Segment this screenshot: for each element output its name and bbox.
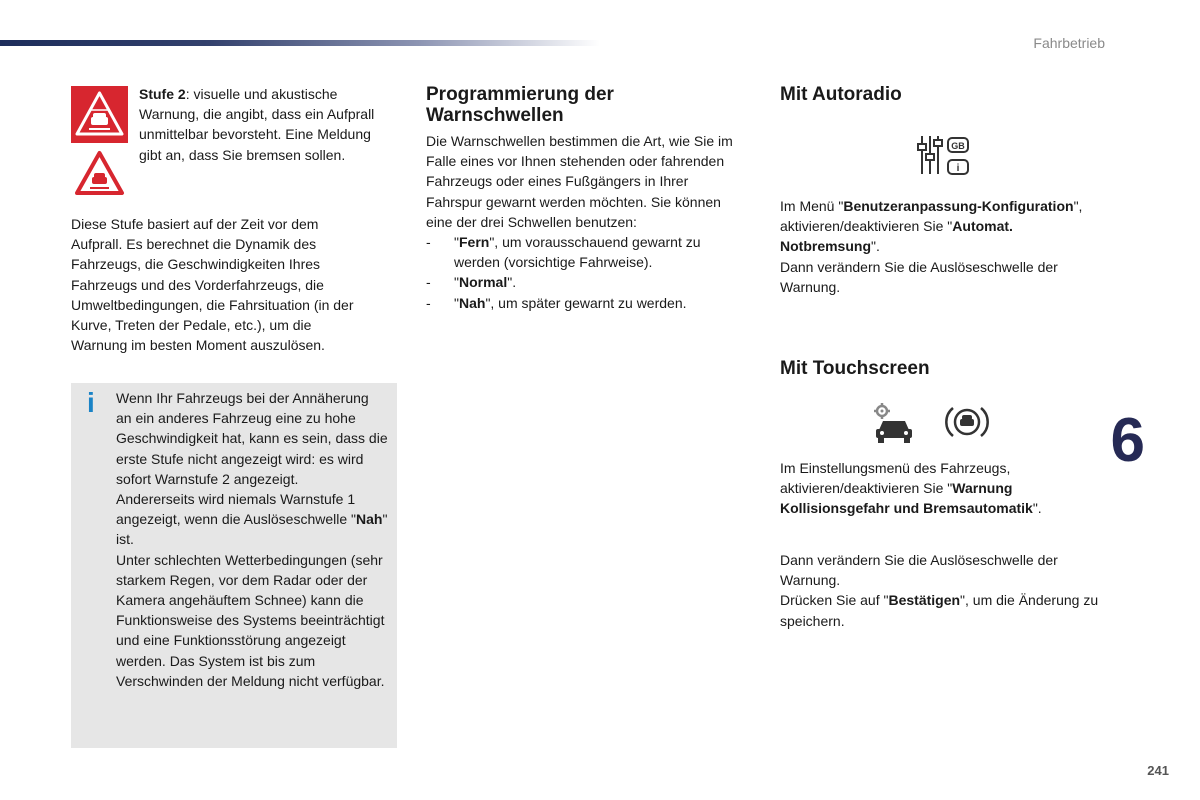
auto-brake-icon [944, 402, 990, 442]
stufe-description: Diese Stufe basiert auf der Zeit vor dem Aufprall. Es berechnet die Dynamik des Fahrzeugs, die Geschwindigkeiten Ihres Fahrzeugs und des Vorderfahrzeugs, die Umweltbedingungen, die Fahrsituation (in der Kurve, Treten der Pedale, etc.), um die Warnung im besten Moment auszulösen. [71, 216, 354, 354]
stufe2-text: Stufe 2: visuelle und akustische Warnung, die angibt, dass ein Aufprall unmittelbar bevorsteht. Eine Meldung gibt an, dass Sie bremsen sollen. [139, 86, 375, 163]
list-item: - "Fern", um vorausschauend gewarnt zu werden (vorsichtige Fahrweise). [426, 232, 746, 272]
touchscreen-confirm-text: Dann verändern Sie die Auslöseschwelle der Warnung. Drücken Sie auf "Bestätigen", um die Änderung zu speichern. [780, 552, 1099, 629]
threshold-list [426, 232, 746, 313]
programmierung-heading: Programmierung der Warnschwellen [426, 84, 614, 126]
list-item: - "Nah", um später gewarnt zu werden. [426, 293, 746, 313]
radio-icon-label-i: i [956, 163, 960, 174]
touchscreen-heading: Mit Touchscreen [780, 358, 930, 379]
section-title: Fahrbetrieb [1033, 35, 1105, 51]
collision-warning-outline-icon [71, 149, 128, 197]
radio-settings-icon [916, 132, 972, 178]
info-text: Wenn Ihr Fahrzeugs bei der Annäherung an ein anderes Fahrzeug eine zu hohe Geschwindigkeit hat, kann es sein, dass die erste Stufe nicht angezeigt wird: es wird sofort Warnstufe 2 angezeigt. Andererseits wird niemals Warnstufe 1 angezeigt, wenn die Auslöseschwelle "Nah" ist. Unter schlechten Wetterbedingungen (sehr starkem Regen, vor dem Radar oder der Kamera angehäuftem Schnee) kann die Funktionsweise des Systems beeinträchtigt und eine Funktionsstörung angezeigt werden. Das System ist bis zum Verschwinden der Meldung nicht verfügbar. [116, 390, 388, 689]
autoradio-heading: Mit Autoradio [780, 84, 902, 105]
radio-icon-label-gb: GB [951, 141, 965, 151]
page-number: 241 [1147, 763, 1169, 778]
header-gradient-bar [0, 40, 600, 46]
chapter-number: 6 [1110, 406, 1145, 475]
autoradio-text: Im Menü "Benutzeranpassung-Konfiguration", aktivieren/deaktivieren Sie "Automat. Notbremsung". Dann verändern Sie die Auslöseschwelle der Warnung. [780, 198, 1083, 295]
list-item: - "Normal". [426, 272, 746, 292]
info-box [71, 383, 397, 748]
info-icon: i [87, 387, 95, 418]
car-settings-icon [872, 402, 916, 444]
touchscreen-text: Im Einstellungsmenü des Fahrzeugs, aktivieren/deaktivieren Sie "Warnung Kollisionsgefahr und Bremsautomatik". [780, 460, 1042, 517]
collision-warning-filled-icon [71, 86, 128, 143]
programmierung-text: Die Warnschwellen bestimmen die Art, wie Sie im Falle eines vor Ihnen stehenden oder fahrenden Fahrzeugs oder eines Fußgängers in Ihrer Fahrspur gewarnt werden möchten. Sie können eine der drei Schwellen benutzen: - "Fern", um vorausschauend gewarnt zu werden (vorsichtige Fahrweise). - "Normal". - "Nah", um später gewarnt zu werden. [426, 131, 746, 313]
